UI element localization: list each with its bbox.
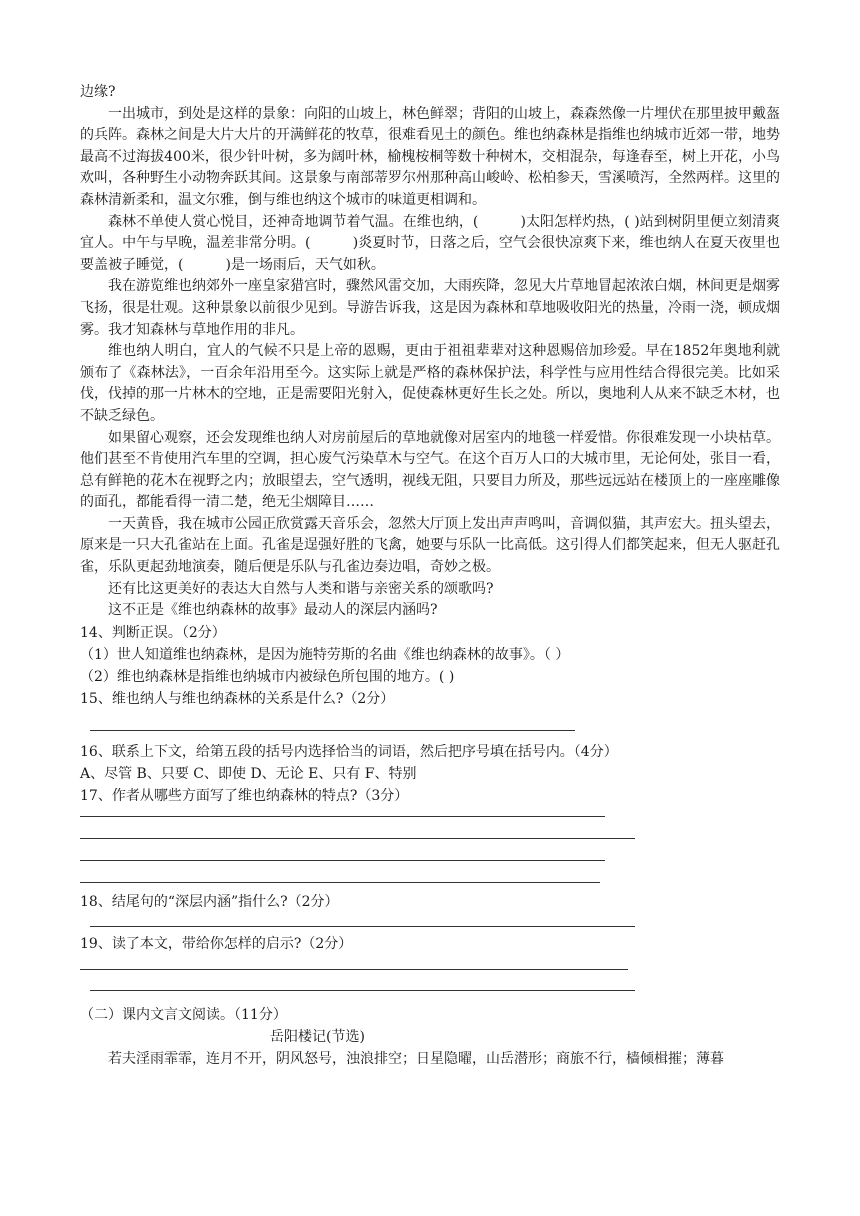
question-14: 14、判断正误。（2分） bbox=[80, 624, 226, 641]
question-17: 17、作者从哪些方面写了维也纳森林的特点?（3分） bbox=[80, 787, 409, 804]
answer-line-19a[interactable] bbox=[80, 969, 628, 970]
passage-paragraph-8: 这不正是《维也纳森林的故事》最动人的深层内涵吗? bbox=[108, 602, 438, 619]
section-2-text: 若夫淫雨霏霏，连月不开，阴风怒号，浊浪排空；日星隐曜，山岳潜形；商旅不行，樯倾楫摧；薄暮 bbox=[108, 1050, 724, 1067]
passage-paragraph-2: 森林不单使人赏心悦目，还神奇地调节着气温。在维也纳，( )太阳怎样灼热，( )站到树阴里便立刻清爽宜人。中午与早晚，温差非常分明。( )炎夏时节，日落之后，空气会很快凉爽下来，维也纳人在夏天夜里也要盖被子睡觉，( )是一场雨后，天气如秋。 bbox=[80, 213, 780, 273]
passage-paragraph-3: 我在游览维也纳郊外一座皇家猎宫时，骤然风雷交加，大雨疾降，忽见大片草地冒起浓浓白烟，林间更是烟雾飞扬，很是壮观。这种景象以前很少见到。导游告诉我，这是因为森林和草地吸收阳光的热量，冷雨一浇，顿成烟雾。我才知森林与草地作用的非凡。 bbox=[80, 278, 780, 338]
answer-line-17c[interactable] bbox=[80, 860, 605, 861]
passage-paragraph-4: 维也纳人明白，宜人的气候不只是上帝的恩赐，更由于祖祖辈辈对这种恩赐倍加珍爱。早在1852年奥地利就颁布了《森林法》，一百余年沿用至今。这实际上就是严格的森林保护法，科学性与应用性结合得很完美。比如采伐，伐掉的那一片林木的空地，正是需要阳光射入，促使森林更好生长之处。所以，奥地利人从来不缺乏木材，也不缺乏绿色。 bbox=[80, 343, 780, 424]
question-16: 16、联系上下文，给第五段的括号内选择恰当的词语，然后把序号填在括号内。（4分） bbox=[80, 743, 618, 760]
question-19: 19、读了本文，带给你怎样的启示?（2分） bbox=[80, 935, 353, 952]
answer-line-17d[interactable] bbox=[80, 882, 600, 883]
question-14-item-2: （2）维也纳森林是指维也纳城市内被绿色所包围的地方。( ) bbox=[80, 668, 455, 685]
passage-paragraph-6: 一天黄昏，我在城市公园正欣赏露天音乐会，忽然大厅顶上发出声声鸣叫，音调似猫，其声宏大。扭头望去，原来是一只大孔雀站在上面。孔雀是逞强好胜的飞禽，她要与乐队一比高低。这引得人们都笑起来，但无人驱赶孔雀，乐队更起劲地演奏，随后便是乐队与孔雀边奏边唱，奇妙之极。 bbox=[80, 515, 780, 576]
question-15: 15、维也纳人与维也纳森林的关系是什么?（2分） bbox=[80, 690, 395, 707]
answer-line-15[interactable] bbox=[90, 730, 575, 731]
question-18: 18、结尾句的“深层内涵”指什么?（2分） bbox=[80, 893, 339, 910]
answer-line-17b[interactable] bbox=[80, 838, 635, 839]
section-2-title: 岳阳楼记(节选) bbox=[270, 1028, 365, 1045]
passage-paragraph-1: 一出城市，到处是这样的景象：向阳的山坡上，林色鲜翠；背阳的山坡上，森森然像一片埋伏在那里披甲戴盔的兵阵。森林之间是大片大片的开满鲜花的牧草，很难看见土的颜色。维也纳森林是指维也纳城市近郊一带，地势最高不过海拔400米，很少针叶树，多为阔叶林，榆槐桉桐等数十种树木，交相混杂，每逢春至，树上开花，小鸟欢叫，各种野生小动物奔跃其间。这景象与南部蒂罗尔州那种高山峻岭、松柏参天，雪溪喷泻，全然两样。这里的森林清新柔和，温文尔雅，倒与维也纳这个城市的味道更相调和。 bbox=[80, 105, 780, 208]
passage-paragraph-5: 如果留心观察，还会发现维也纳人对房前屋后的草地就像对居室内的地毯一样爱惜。你很难发现一小块枯草。他们甚至不肯使用汽车里的空调，担心废气污染草木与空气。在这个百万人口的大城市里，无论何处，张目一看，总有鲜艳的花木在视野之内；放眼望去，空气透明，视线无阻，只要目力所及，那些远远站在楼顶上的一座座雕像的面孔，都能看得一清二楚，绝无尘烟障目…… bbox=[80, 429, 780, 511]
answer-line-17a[interactable] bbox=[80, 816, 605, 817]
section-2-heading: （二）课内文言文阅读。（11分） bbox=[80, 1006, 287, 1023]
question-14-item-1: （1）世人知道维也纳森林，是因为施特劳斯的名曲《维也纳森林的故事》。（ ） bbox=[80, 646, 570, 663]
exam-page bbox=[80, 82, 780, 1070]
passage-paragraph-7: 还有比这更美好的表达大自然与人类和谐与亲密关系的颂歌吗? bbox=[108, 580, 494, 597]
question-16-options: A、尽管 B、只要 C、即使 D、无论 E、只有 F、特别 bbox=[80, 765, 417, 782]
answer-line-19b[interactable] bbox=[90, 990, 635, 991]
passage-lead: 边缘? bbox=[80, 84, 116, 100]
answer-line-18[interactable] bbox=[90, 926, 635, 927]
